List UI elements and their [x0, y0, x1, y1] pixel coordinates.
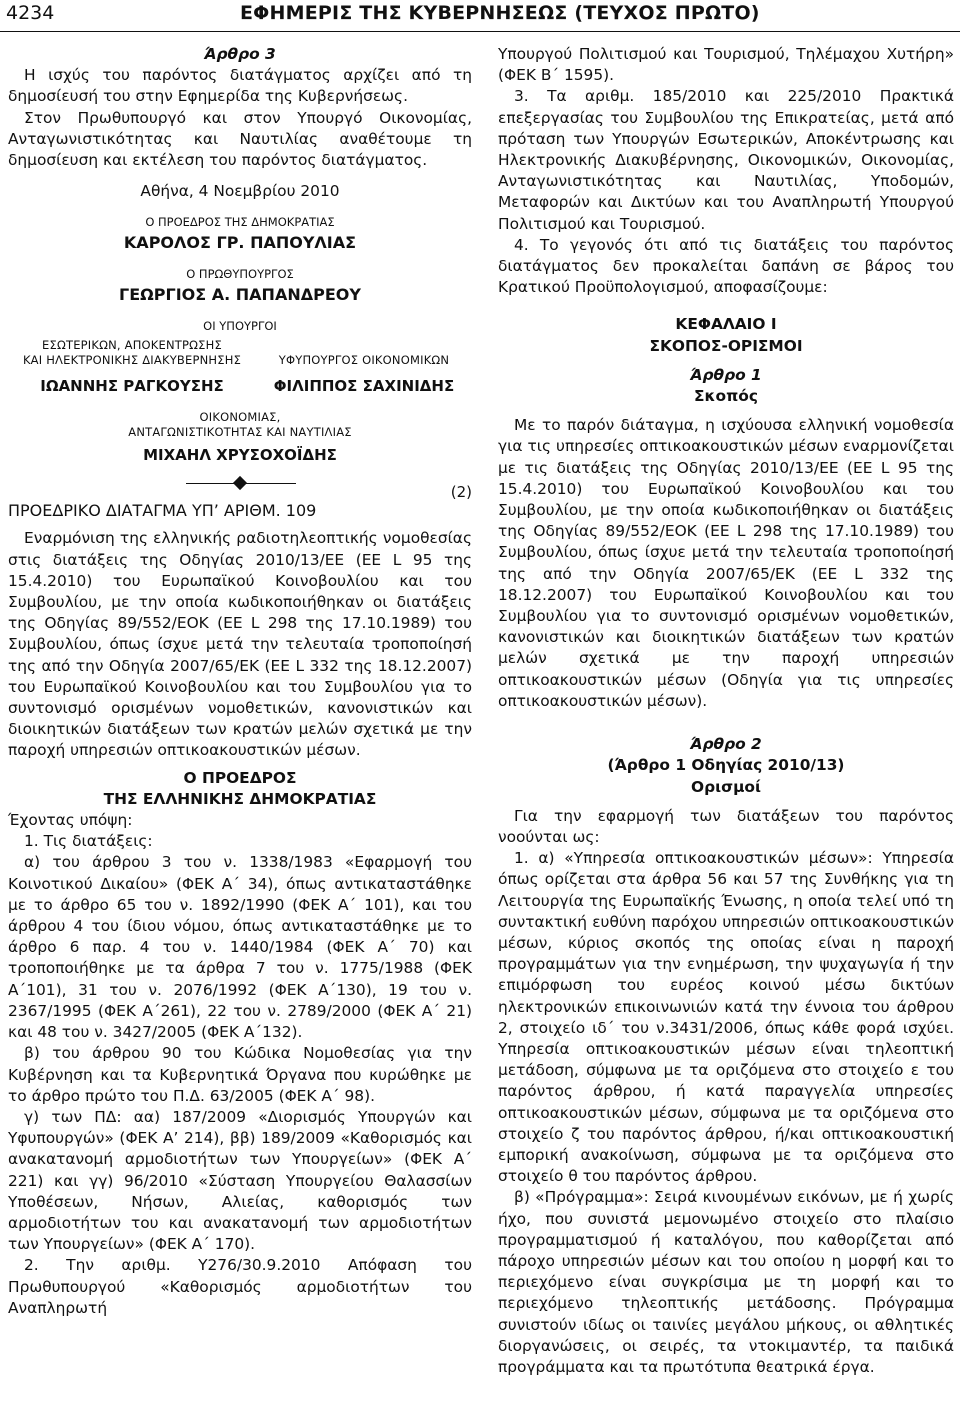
section-divider — [8, 472, 472, 496]
minister-2-name: ΦΙΛΙΠΠΟΣ ΣΑΧΙΝΙΔΗΣ — [273, 377, 455, 396]
item-2: 2. Την αριθμ. Υ276/30.9.2010 Απόφαση του Πρωθυπουργού «Καθορισμός αρμοδιοτήτων του Αναπληρωτή — [8, 1256, 472, 1317]
item-1b: β) του άρθρου 90 του Κώδικα Νομοθεσίας για την Κυβέρνηση και τα Κυβερνητικά Όργανα που κυρώθηκε με το άρθρο πρώτο του Π.Δ. 63/2005 (ΦΕΚ Α΄ 98). — [8, 1044, 472, 1105]
page-header — [0, 0, 960, 34]
minister-1-role-line-2: ΚΑΙ ΗΛΕΚΤΡΟΝΙΚΗΣ ΔΙΑΚΥΒΕΡΝΗΣΗΣ — [22, 353, 242, 368]
chapter-title: ΚΕΦΑΛΑΙΟ Ι — [675, 315, 777, 334]
signing-date: Αθήνα, 4 Νοεμβρίου 2010 — [140, 182, 340, 201]
item-1: 1. Τις διατάξεις: — [24, 832, 153, 851]
president-name: ΚΑΡΟΛΟΣ ΓΡ. ΠΑΠΟΥΛΙΑΣ — [123, 233, 357, 253]
article3-paragraph-1: Η ισχύς του παρόντος διατάγματος αρχίζει από τη δημοσίευσή του στην Εφημερίδα της Κυβερνήσεως. — [8, 66, 472, 106]
heading-line-1: Ο ΠΡΟΕΔΡΟΣ — [183, 768, 297, 787]
having-regard: Έχοντας υπόψη: — [8, 811, 133, 830]
minister-1-name: ΙΩΑΝΝΗΣ ΡΑΓΚΟΥΣΗΣ — [40, 377, 224, 396]
ministers-signatures — [8, 338, 472, 410]
ministers-role: ΟΙ ΥΠΟΥΡΓΟΙ — [203, 319, 277, 334]
decree-number-row — [8, 483, 472, 521]
minister-3-name: ΜΙΧΑΗΛ ΧΡΥΣΟΧΟΪΔΗΣ — [143, 446, 337, 465]
article2-subtitle-1: (Άρθρο 1 Οδηγίας 2010/13) — [607, 756, 845, 775]
article2-subtitle-2: Ορισμοί — [691, 777, 761, 796]
decree-title: Εναρμόνιση της ελληνικής ραδιοτηλεοπτικής νομοθεσίας στις διατάξεις της Οδηγίας 2010/13/ΕΕ (ΕΕ L 95 της 15.4.2010) του Ευρωπαϊκού Κοινοβουλίου και του Συμβουλίου, με την οποία κωδικοποιήθηκαν οι διατάξεις της Οδηγίας 89/552/ΕΟΚ (ΕΕ L 298 της 17.10.1989) του Συμβουλίου, όπως ίσχυε μετά την τελευταία τροποποίησή της από την Οδηγία 2007/65/ΕΚ (ΕΕ L 332 της 18.12.2007) του Ευρωπαϊκού Κοινοβουλίου και του Συμβουλίου για το συντονισμό ορισμένων νομοθετικών, κανονιστικών και διοικητικών διατάξεων των κρατών μελών σχετικά με την παροχή υπηρεσιών οπτικοακουστικών μέσων. — [8, 529, 472, 760]
item-3: 3. Τα αριθμ. 185/2010 και 225/2010 Πρακτικά επεξεργασίας του Συμβουλίου της Επικρατείας, μετά από πρόταση των Υπουργών Εσωτερικών, Αποκέντρωσης και Ηλεκτρονικής Διακυβέρνησης, Οικονομικών, Οικονομίας, Ανταγωνιστικότητας και Ναυτιλίας, Υποδομών, Μεταφορών και Δικτύων και του Αναπληρωτή Υπουργού Πολιτισμού και Τουρισμού. — [498, 87, 954, 233]
pm-role: Ο ΠΡΩΘΥΠΟΥΡΓΟΣ — [186, 267, 294, 282]
page-number: 4234 — [6, 2, 55, 24]
chapter-subtitle: ΣΚΟΠΟΣ-ΟΡΙΣΜΟΙ — [649, 336, 803, 355]
minister-2 — [256, 338, 472, 397]
item-1c: γ) των ΠΔ: αα) 187/2009 «Διορισμός Υπουργών και Υφυπουργών» (ΦΕΚ Α’ 214), ββ) 189/2009 «Καθορισμός και ανακατανομή αρμοδιοτήτων των Υπουργείων» (ΦΕΚ Α΄ 221) και γγ) 96/2010 «Σύσταση Υπουργείου Θαλασσίων Υποθέσεων, Νήσων, Αλιείας, καθορισμός των αρμοδιοτήτων του και ανακατανομή των αρμοδιοτήτων των Υπουργείων» (ΦΕΚ Α΄ 170). — [8, 1107, 472, 1254]
left-column — [8, 44, 472, 1319]
pm-name: ΓΕΩΡΓΙΟΣ Α. ΠΑΠΑΝΔΡΕΟΥ — [119, 285, 361, 305]
minister-3-role-line-1: ΟΙΚΟΝΟΜΙΑΣ, — [199, 410, 281, 425]
right-column — [498, 44, 954, 1378]
item-1a: α) του άρθρου 3 του ν. 1338/1983 «Εφαρμογή του Κοινοτικού Δικαίου» (ΦΕΚ Α΄ 34), όπως αντικαταστάθηκε με το άρθρο 65 του ν. 1892/1990 (ΦΕΚ Α΄ 101), και του άρθρου 4 του ίδιου νόμου, όπως αντικαταστάθηκε με το άρθρο 6 παρ. 4 του ν. 1440/1984 (ΦΕΚ Α΄ 70) και τροποποιήθηκε με τα άρθρα 7 του ν. 1775/1988 (ΦΕΚ Α΄101), 31 του ν. 2076/1992 (ΦΕΚ Α΄130), 19 του ν. 2367/1995 (ΦΕΚ Α΄261), 22 του ν. 2789/2000 (ΦΕΚ Α΄ 21) και 48 του ν. 3427/2005 (ΦΕΚ Α΄132). — [8, 853, 472, 1042]
minister-1-role-line-1: ΕΣΩΤΕΡΙΚΩΝ, ΑΠΟΚΕΝΤΡΩΣΗΣ — [42, 338, 222, 353]
gazette-title: ΕΦΗΜΕΡΙΣ ΤΗΣ ΚΥΒΕΡΝΗΣΕΩΣ (ΤΕΥΧΟΣ ΠΡΩΤΟ) — [240, 2, 760, 24]
article2-paragraph-1: 1. α) «Υπηρεσία οπτικοακουστικών μέσων»: Υπηρεσία όπως ορίζεται στα άρθρα 56 και 57 της Συνθήκης για τη Λειτουργία της Ευρωπαϊκής Ένωσης, η οποία τελεί υπό τη συντακτική ευθύνη παρόχου υπηρεσιών οπτικοακουστικών μέσων, κύριος σκοπός της οποίας είναι η παροχή προγραμμάτων για την ενημέρωση, την ψυχαγωγία ή την επιμόρφωση του ευρέος κοινού μέσω δικτύων ηλεκτρονικών επικοινωνιών κατά την έννοια του άρθρου 2, στοιχείο ιδ΄ του ν.3431/2006, όπως κάθε φορά ισχύει. Υπηρεσία οπτικοακουστικών μέσων είναι τηλεοπτική μετάδοση, σύμφωνα με τα οριζόμενα στο στοιχείο ε του παρόντος άρθρου, ή κατά παραγγελία υπηρεσίες οπτικοακουστικών μέσων, σύμφωνα με τα οριζόμενα στο στοιχείο ζ του παρόντος άρθρου, ή/και οπτικοακουστική εμπορική ανακοίνωση, σύμφωνα με τα οριζόμενα στο στοιχείο θ του παρόντος άρθρου. — [498, 849, 954, 1186]
article1-title: Άρθρο 1 — [690, 365, 762, 384]
president-role: Ο ΠΡΟΕΔΡΟΣ ΤΗΣ ΔΗΜΟΚΡΑΤΙΑΣ — [145, 215, 335, 230]
heading-line-2: ΤΗΣ ΕΛΛΗΝΙΚΗΣ ΔΗΜΟΚΡΑΤΙΑΣ — [103, 789, 377, 808]
article2-intro: Για την εφαρμογή των διατάξεων του παρόντος νοούνται ως: — [498, 806, 954, 846]
divider-diamond-icon — [233, 476, 247, 490]
footnote-number: (2) — [450, 483, 472, 502]
continued-paragraph: Υπουργού Πολιτισμού και Τουρισμού, Τηλέμαχου Χυτήρη» (ΦΕΚ Β΄ 1595). — [498, 45, 954, 85]
article1-subtitle: Σκοπός — [694, 387, 758, 406]
header-rule — [0, 31, 960, 32]
minister-2-role: ΥΦΥΠΟΥΡΓΟΣ ΟΙΚΟΝΟΜΙΚΩΝ — [278, 353, 450, 368]
article3-paragraph-2: Στον Πρωθυπουργό και στον Υπουργό Οικονομίας, Ανταγωνιστικότητας και Ναυτιλίας αναθέτουμε τη δημοσίευση και εκτέλεση του παρόντος διατάγματος. — [8, 108, 472, 170]
decree-number: ΠΡΟΕΔΡΙΚΟ ΔΙΑΤΑΓΜΑ ΥΠ’ ΑΡΙΘΜ. 109 — [8, 501, 317, 521]
item-4: 4. Το γεγονός ότι από τις διατάξεις του παρόντος διατάγματος δεν προκαλείται δαπάνη σε βάρος του Κρατικού Προϋπολογισμού, αποφασίζουμε: — [498, 235, 954, 297]
article1-paragraph: Με το παρόν διάταγμα, η ισχύουσα ελληνική νομοθεσία για τις υπηρεσίες οπτικοακουστικών μέσων εναρμονίζεται με τις διατάξεις της Οδηγίας 2010/13/ΕΕ (ΕΕ L 95 της 15.4.2010) του Ευρωπαϊκού Κοινοβουλίου και του Συμβουλίου, με την οποία κωδικοποιήθηκαν οι διατάξεις της Οδηγίας 89/552/ΕΟΚ (ΕΕ L 298 της 17.10.1989) του Συμβουλίου, όπως ίσχυε μετά την τελευταία τροποποίησή της από την Οδηγία 2007/65/ΕΚ (ΕΕ L 332 της 18.12.2007) του Ευρωπαϊκού Κοινοβουλίου και του Συμβουλίου για το συντονισμό ορισμένων νομοθετικών, κανονιστικών και διοικητικών διατάξεων των κρατών μελών σχετικά με την παροχή υπηρεσιών οπτικοακουστικών μέσων (Οδηγία για τις υπηρεσίες οπτικοακουστικών μέσων). — [498, 416, 954, 710]
minister-3 — [8, 410, 472, 466]
minister-1 — [8, 338, 256, 397]
article2-paragraph-2: β) «Πρόγραμμα»: Σειρά κινουμένων εικόνων, με ή χωρίς ήχο, που συνιστά μεμονωμένο στοιχείο στο πλαίσιο προγραμματισμού ή καταλόγου, που καθορίζεται από πάροχο υπηρεσιών μέσων και του οποίου η μορφή και το περιεχόμενο είναι συγκρίσιμα με τη μορφή και το περιεχόμενο τηλεοπτικής μετάδοσης. Πρόγραμμα συνιστούν ιδίως οι ταινίες μεγάλου μήκους, οι αθλητικές διοργανώσεις, οι σειρές, τα ντοκιμαντέρ, τα παιδικά προγράμματα και τα πρωτότυπα θεατρικά έργα. — [498, 1188, 954, 1376]
article2-title: Άρθρο 2 — [690, 735, 762, 754]
article3-title: Άρθρο 3 — [204, 45, 276, 63]
minister-3-role-line-2: ΑΝΤΑΓΩΝΙΣΤΙΚΟΤΗΤΑΣ ΚΑΙ ΝΑΥΤΙΛΙΑΣ — [128, 425, 352, 440]
